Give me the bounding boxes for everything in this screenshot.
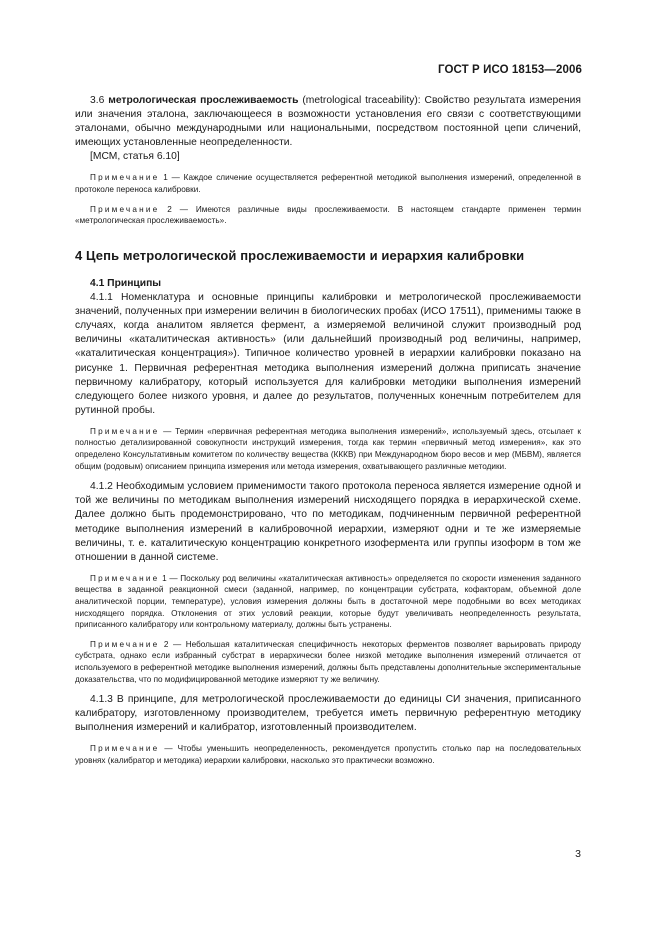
paragraph-4-1-3: 4.1.3 В принципе, для метрологической прослеживаемости до единицы СИ значения, приписанного калибратору, изготовленному производителем, требуется иметь первичную референтную методику выполнения измерений и калибратор, изготовленный производителем. — [75, 694, 581, 734]
note-4-1-3 — [75, 743, 581, 766]
subsection-4-1-heading: 4.1 Принципы — [90, 277, 162, 289]
definition-3-6 — [75, 94, 581, 150]
definition-source: [МСМ, статья 6.10] — [90, 151, 180, 163]
note-label: Примечание — [90, 426, 160, 436]
paragraph-4-1-1: 4.1.1 Номенклатура и основные принципы калибровки и метрологической прослеживаемости значений, полученных при измерении величин в биологических пробах (ИСО 17511), применимы также в случаях, когда аналитом является фермент, а измеряемой величиной служит производный род величины «каталитическая активность» (или дальнейший производный род величины, например, «каталитическая концентрация»). Типичное количество уровней в иерархии калибровки показано на рисунке 1. Первичная референтная методика выполнения измерений должна приписать значение первичному калибратору, который используется для калибровки методики выполнения измерений следующего более низкого уровня, и далее до результатов, полученных конечным потребителем для рутинной пробы. — [75, 292, 581, 416]
standard-code-header: ГОСТ Р ИСО 18153—2006 — [437, 64, 582, 76]
page-content — [75, 94, 581, 767]
note-text: — Чтобы уменьшить неопределенность, рекомендуется пропустить столько пар на последовательных уровнях (калибратор и методика) иерархии калибровки, насколько это практически возможно. — [75, 744, 581, 766]
note-label: Примечание — [90, 173, 160, 183]
section-4-heading: 4 Цепь метрологической прослеживаемости и иерархия калибровки — [75, 247, 525, 263]
definition-text: (metrological traceability): Свойство результата измерения или значения эталона, заключающееся в возможности установления его связи с соответствующими эталонами, обычно международными или национальными, посредством постоянной цепи сличений, имеющих установленные неопределенности. — [75, 95, 581, 149]
note-text: 2 — Имеются различные виды прослеживаемости. В настоящем стандарте применен термин «метрологическая прослеживаемость». — [75, 204, 581, 226]
note-label: Примечание — [90, 744, 160, 754]
page-number: 3 — [575, 848, 581, 860]
note-4-1-2-2 — [75, 639, 581, 685]
note-3-6-1 — [75, 172, 581, 195]
note-label: Примечание — [90, 204, 160, 214]
note-text: — Термин «первичная референтная методика выполнения измерений», используемый здесь, отсылает к полностью детализированной совокупности инструкций измерения, тогда как термин «первичный метод измерения», как это определено Консультативным комитетом по количеству вещества (КККВ) при Международном бюро весов и мер (МБВМ), является общим (родовым) описанием принципа измерения или метода измерения, охватывающего различные методики. — [75, 426, 581, 471]
note-text: 1 — Каждое сличение осуществляется референтной методикой выполнения измерений, определенной в протоколе переноса калибровки. — [75, 173, 581, 195]
note-label: Примечание — [90, 573, 160, 583]
clause-number: 3.6 — [90, 95, 105, 106]
note-4-1-2-1 — [75, 573, 581, 631]
paragraph-4-1-2: 4.1.2 Необходимым условием применимости такого протокола переноса является измерение одной и той же величины по методикам выполнения измерений нисходящего порядка в иерархической схеме. Далее должно быть продемонстрировано, что по методикам, подчиненным первичной референтной методике выполнения измерений в калибровочной иерархии, измеряют одни и те же измеряемые величины, т. е. каталитическую концентрацию конкретного изофермента или группы изоформ в том же отношении в данной системе. — [75, 481, 581, 563]
term: метрологическая прослеживаемость — [108, 95, 299, 106]
note-4-1-1 — [75, 426, 581, 472]
note-3-6-2 — [75, 204, 581, 227]
note-text: 1 — Поскольку род величины «каталитическая активность» определяется по скорости изменения заданного вещества в заданной реакционной смеси (заданной, например, по концентрации субстрата, кофакторам, объемной доле аналитической порции, температуре), условия измерения должны быть в достаточной мере подобными во всех методиках нисходящего порядка. Отклонения от этих условий реакции, которые будут увеличивать неопределенность результата, приписанного калибратору или контрольному материалу, должны быть устранены. — [75, 573, 581, 630]
note-text: 2 — Небольшая каталитическая специфичность некоторых ферментов позволяет варьировать природу субстрата, однако если избранный субстрат в иерархически более низкой методике выполнения измерений отличается от используемого в референтной методике выполнения измерений, должны быть представлены дополнительные экспериментальные доказательства, что по модифицированной методике измеряют ту же величину. — [75, 639, 581, 684]
note-label: Примечание — [90, 639, 160, 649]
